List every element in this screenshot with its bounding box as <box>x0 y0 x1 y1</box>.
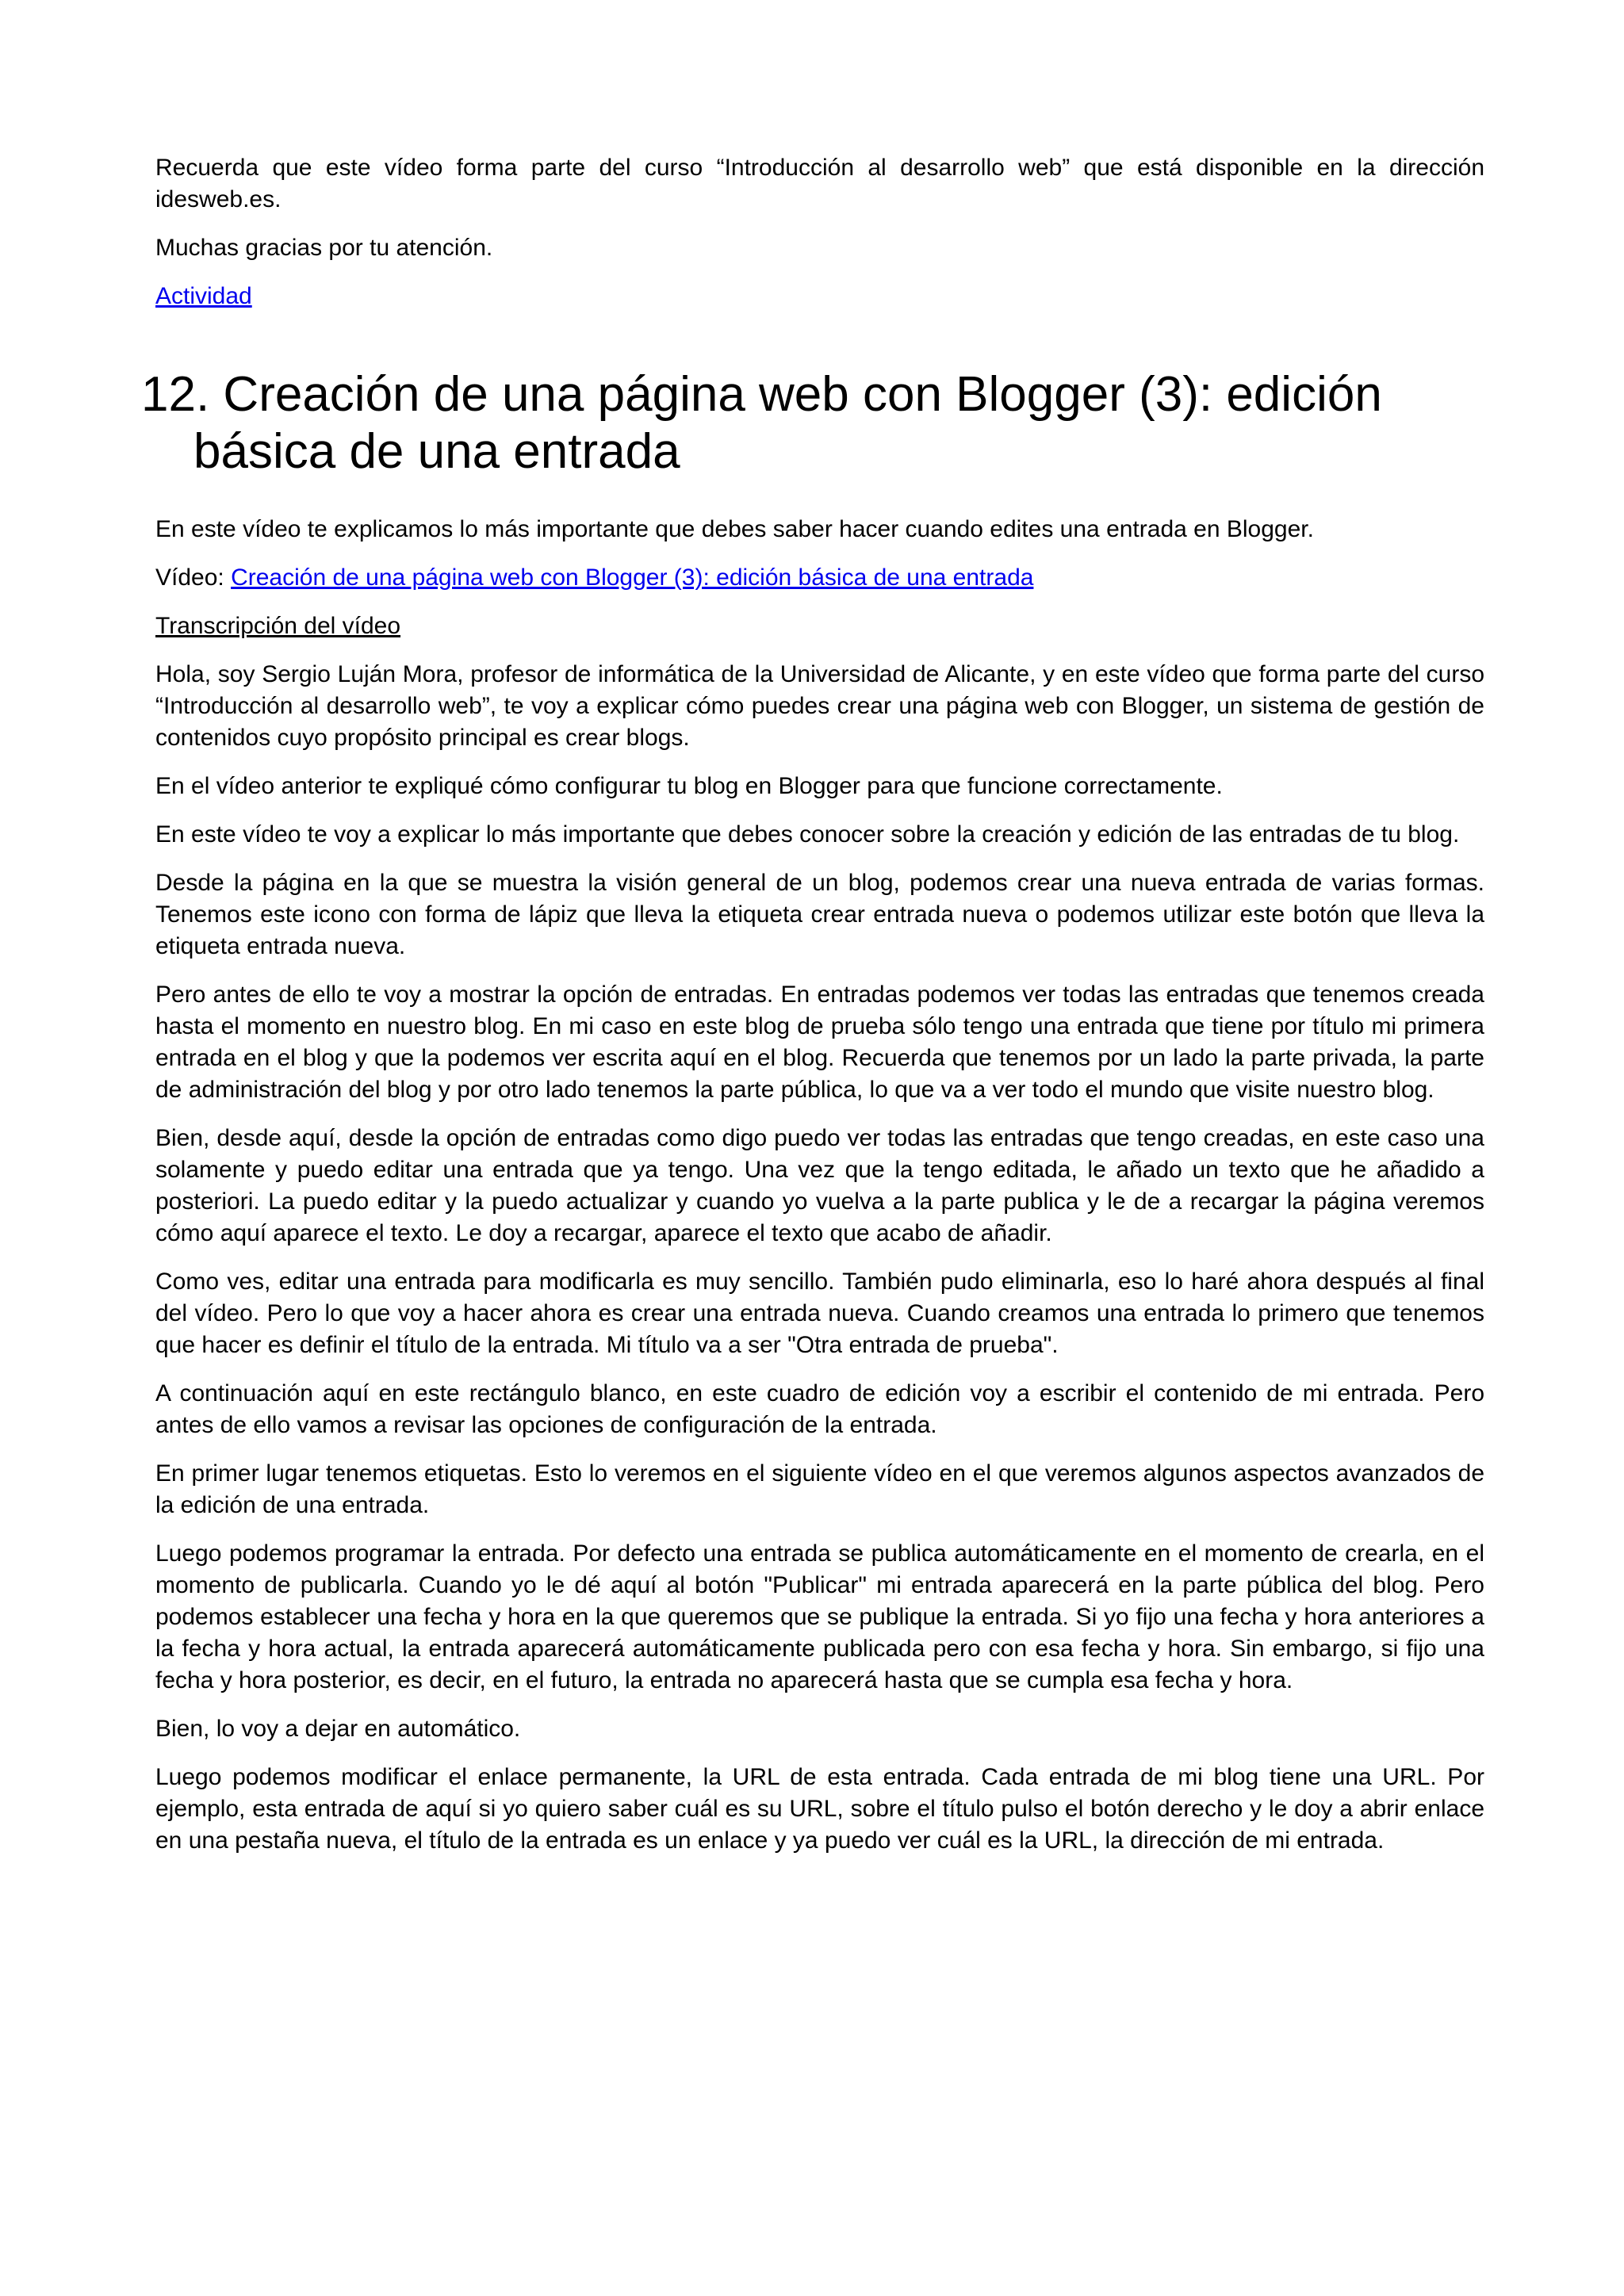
transcript-heading <box>155 610 1484 642</box>
transcript-paragraph: Bien, lo voy a dejar en automático. <box>155 1716 521 1742</box>
transcript-paragraph: En primer lugar tenemos etiquetas. Esto lo veremos en el siguiente vídeo en el que veremos algunos aspectos avanzados de la edición de una entrada. <box>155 1460 1484 1518</box>
transcript-paragraph: En el vídeo anterior te expliqué cómo configurar tu blog en Blogger para que funcione correctamente. <box>155 773 1223 799</box>
transcript-heading-text: Transcripción del vídeo <box>155 613 401 639</box>
transcript-paragraph: Pero antes de ello te voy a mostrar la opción de entradas. En entradas podemos ver todas las entradas que tenemos creada hasta el momento en nuestro blog. En mi caso en este blog de prueba sólo tengo una entrada que tiene por título mi primera entrada en el blog y que la podemos ver escrita aquí en el blog. Recuerda que tenemos por un lado la parte privada, la parte de administración del blog y por otro lado tenemos la parte pública, lo que va a ver todo el mundo que visite nuestro blog. <box>155 982 1484 1103</box>
transcript-paragraph: Luego podemos programar la entrada. Por defecto una entrada se publica automáticamente en el momento de crearla, en el momento de publicarla. Cuando yo le dé aquí al botón "Publicar" mi entrada aparecerá en la parte pública del blog. Pero podemos establecer una fecha y hora en la que queremos que se publique la entrada. Si yo fijo una fecha y hora anteriores a la fecha y hora actual, la entrada aparecerá automáticamente publicada pero con esa fecha y hora. Sin embargo, si fijo una fecha y hora posterior, es decir, en el futuro, la entrada no aparecerá hasta que se cumpla esa fecha y hora. <box>155 1540 1484 1693</box>
transcript-paragraph: Hola, soy Sergio Luján Mora, profesor de informática de la Universidad de Alicante, y en este vídeo que forma parte del curso “Introducción al desarrollo web”, te voy a explicar cómo puedes crear una página web con Blogger, un sistema de gestión de contenidos cuyo propósito principal es crear blogs. <box>155 661 1484 751</box>
activity-paragraph <box>155 281 1484 312</box>
intro-paragraph: Recuerda que este vídeo forma parte del curso “Introducción al desarrollo web” que está disponible en la dirección idesweb.es. <box>155 155 1484 212</box>
thanks-paragraph: Muchas gracias por tu atención. <box>155 235 493 261</box>
document-page <box>141 152 1484 1873</box>
activity-link[interactable]: Actividad <box>155 283 252 309</box>
transcript-paragraph: Como ves, editar una entrada para modificarla es muy sencillo. También pudo eliminarla, eso lo haré ahora después al final del vídeo. Pero lo que voy a hacer ahora es crear una entrada nueva. Cuando creamos una entrada lo primero que tenemos que hacer es definir el título de la entrada. Mi título va a ser "Otra entrada de prueba". <box>155 1269 1484 1358</box>
section-summary: En este vídeo te explicamos lo más importante que debes saber hacer cuando edites una entrada en Blogger. <box>155 516 1314 542</box>
transcript-paragraph: En este vídeo te voy a explicar lo más importante que debes conocer sobre la creación y edición de las entradas de tu blog. <box>155 821 1460 848</box>
section-heading: 12. Creación de una página web con Blogger (3): edición básica de una entrada <box>141 367 1382 479</box>
transcript-paragraph: A continuación aquí en este rectángulo blanco, en este cuadro de edición voy a escribir el contenido de mi entrada. Pero antes de ello vamos a revisar las opciones de configuración de la entrada. <box>155 1380 1484 1438</box>
video-label: Vídeo: <box>155 564 232 591</box>
transcript-paragraph: Luego podemos modificar el enlace permanente, la URL de esta entrada. Cada entrada de mi blog tiene una URL. Por ejemplo, esta entrada de aquí si yo quiero saber cuál es su URL, sobre el título pulso el botón derecho y le doy a abrir enlace en una pestaña nueva, el título de la entrada es un enlace y ya puedo ver cuál es la URL, la dirección de mi entrada. <box>155 1764 1484 1854</box>
transcript-paragraph: Desde la página en la que se muestra la visión general de un blog, podemos crear una nueva entrada de varias formas. Tenemos este icono con forma de lápiz que lleva la etiqueta crear entrada nueva o podemos utilizar este botón que lleva la etiqueta entrada nueva. <box>155 870 1484 959</box>
video-link[interactable]: Creación de una página web con Blogger (3): edición básica de una entrada <box>231 564 1034 591</box>
video-line <box>155 562 1484 594</box>
transcript-paragraph: Bien, desde aquí, desde la opción de entradas como digo puedo ver todas las entradas que tengo creadas, en este caso una solamente y puedo editar una entrada que ya tengo. Una vez que la tengo editada, le añado un texto que he añadido a posteriori. La puedo editar y la puedo actualizar y cuando yo vuelva a la parte publica y le de a recargar la página veremos cómo aquí aparece el texto. Le doy a recargar, aparece el texto que acabo de añadir. <box>155 1125 1484 1246</box>
